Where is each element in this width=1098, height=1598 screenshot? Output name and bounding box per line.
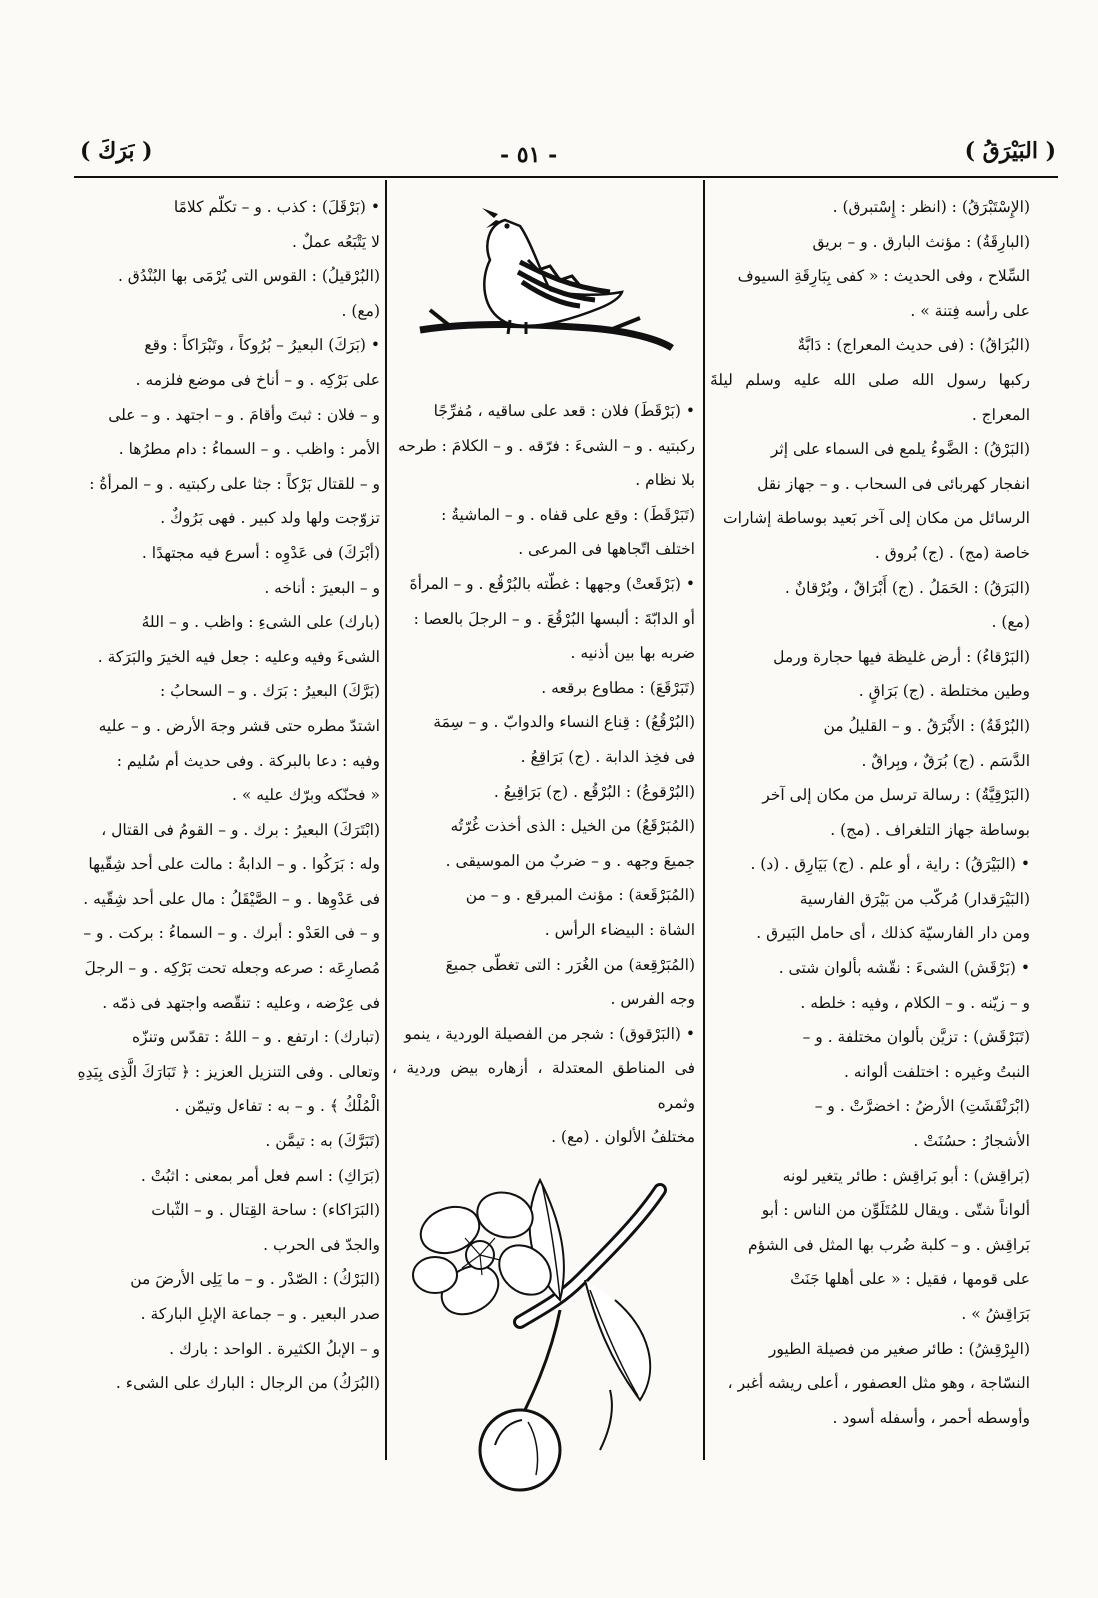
entry-line: • (بَرْقَطَ) فلان : قعد على ساقيه ، مُفرِّجًا <box>433 402 695 420</box>
entry-line: على قومها ، فقيل : « على أهلها جَنَتْ <box>790 1270 1030 1289</box>
entry-line: و – للقتال بَرْكاً : جثا على ركبتيه . و – المرأةُ : <box>89 474 380 493</box>
entry-line: (مع) . <box>341 301 380 320</box>
column-divider-left <box>385 180 387 1460</box>
entry-line: صدر البعير . و – جماعة الإبلِ الباركة . <box>140 1305 380 1323</box>
entry-line: الشاة : البيضاء الرأس . <box>544 920 695 939</box>
bird-icon <box>410 200 680 380</box>
entry-line: (البَرْكُ) : الصّدْر . و – ما يَلِى الأرضَ من <box>130 1270 380 1289</box>
entry-line: النسّاجة ، وهو مثل العصفور ، أعلى ريشه أغبر ، <box>727 1374 1030 1393</box>
entry-line: الشىءَ وفيه وعليه : جعل فيه الخيرَ والبَرَكة . <box>97 647 380 666</box>
entry-line: انفجار كهربائى فى السحاب . و – جهاز نقل <box>757 474 1030 493</box>
column-left <box>74 190 380 1401</box>
entry-line: (البُرَكُ) من الرجال : البارك على الشىء . <box>115 1374 380 1393</box>
entry-line: (بَرَاكِ) : اسم فعل أمر بمعنى : اثبُتْ . <box>140 1166 380 1185</box>
entry-line: (بَراقِش) : أبو بَراقِش : طائر يتغير لونه <box>782 1166 1030 1185</box>
entry-line: الرسائل من مكان إلى آخر بَعيد بوساطة إشارات <box>723 509 1030 528</box>
entry-line: وجه الفرس . <box>610 990 695 1009</box>
entry-line: (بَرَّكَ) البعيرُ : بَرَك . و – السحابُ : <box>160 682 380 701</box>
entry-line: (مع) . <box>991 613 1030 632</box>
entry-line: على بَرْكِه . و – أناخ فى موضع فلزمه . <box>135 370 380 389</box>
entry-line: وطين مختلطة . (ج) بَرَاقٍ . <box>858 682 1030 701</box>
entry-line: ضربه بها بين أذنيه . <box>570 644 695 663</box>
entry-line: (المُبَرْقَعة) : مؤنث المبرقع . و – من <box>465 886 695 905</box>
page-number: - ٥١ - <box>500 142 558 168</box>
entry-line: لا يَتْبَعُه عملٌ . <box>292 232 380 251</box>
entry-line: (تَبَرَّكَ) به : تيمَّن . <box>265 1132 380 1151</box>
entry-line: (أبْرَكَ) فى عَدْوِه : أسرع فيه مجتهدًا . <box>141 543 380 562</box>
entry-line: (تَبَرْقَش) : تزيَّن بألوان مختلفة . و – <box>802 1028 1030 1047</box>
column-right <box>710 190 1030 1435</box>
entry-line: اختلف اتّجاهها فى المرعى . <box>518 540 695 559</box>
entry-line: اشتدّ مطره حتى قشر وجهَ الأرض . و – عليه <box>98 716 380 735</box>
entry-line: فى عَدْوِها . و – الصَّيْقَلُ : مال على أحد شِقّيه . <box>83 889 380 908</box>
entry-line: (ابْتَرَكَ) البعيرُ : برك . و – القومُ فى القتال ، <box>101 820 380 839</box>
entry-line: بوساطة جهاز التلغراف . (مج) . <box>830 820 1030 839</box>
entry-line: وفيه : دعا بالبركة . وفى حديث أم سُليم : <box>116 751 380 770</box>
entry-line: (البَرَاكاء) : ساحة القِتال . و – الثّبات <box>151 1201 380 1220</box>
entry-line: تزوّجت ولها ولد كبير . فهى بَرُوكٌ . <box>160 509 380 528</box>
entry-line: (ابْرَنْقَشَتِ) الأرضُ : اخضرَّتْ . و – <box>814 1097 1030 1116</box>
entry-line: • (بَرَكَ) البعيرُ – بُرُوكاً ، وتَبْرَاكاً : وقع <box>144 336 380 355</box>
entry-line: (المُبَرْقَعُ) من الخيل : الذى أخذت غُرّتُه <box>450 817 695 836</box>
entry-line: (بارك) على الشىءِ : واظب . و – اللهُ <box>141 613 380 632</box>
entry-line: و – فى العَدْو : أبرك . و – السماءُ : بركت . و – <box>83 924 380 943</box>
entry-line: ركبتيه . و – الشىءَ : فرّقه . و – الكلامَ : طرحه <box>397 436 695 455</box>
header-rule <box>74 176 1058 178</box>
entry-line: الدَّسَم . (ج) بُرَقٌ ، وبِراقٌ . <box>861 751 1030 770</box>
running-head-left: ( بَرَكَ ) <box>80 138 153 164</box>
entry-line: وتعالى . وفى التنزيل العزيز : ﴿ تَبَارَكَ الَّذِى بِيَدِهِ <box>77 1062 380 1081</box>
entry-line: مختلفُ الألوان . (مع) . <box>551 1128 695 1147</box>
entry-line: بَراقِش . و – كلبة ضُرب بها المثل فى الشؤم <box>747 1235 1030 1254</box>
entry-line: (تَبَرْقَعَ) : مطاوع برقعه . <box>541 678 695 697</box>
entry-line: الْمُلْكُ ﴾ . و – به : تفاءل وتيمّن . <box>174 1097 380 1116</box>
entry-line: (الإِسْتَبْرَقُ) : (انظر : إِسْتبرق) . <box>832 198 1030 216</box>
entry-line: (البُرْقوعُ) : البُرْقُع . (ج) بَرَاقِيعُ . <box>493 782 695 801</box>
entry-line: (البَرْقُ) : الضَّوءُ يلمع فى السماء على إثر <box>770 440 1030 459</box>
entry-line: ركبها رسول الله صلى الله عليه وسلم ليلةَ المعراج . <box>710 370 1030 424</box>
column-divider-right <box>703 180 705 1460</box>
entry-line: ومن دار الفارسيّة كذلك ، أى حامل البَيرق . <box>756 924 1030 943</box>
entry-line: خاصة (مج) . (ج) بُروق . <box>874 543 1030 562</box>
entry-line: والجدّ فى الحرب . <box>263 1235 380 1254</box>
entry-line: (البَيْرَقدار) مُركّب من بَيْرَق الفارسية <box>799 889 1030 908</box>
entry-line: (البُرْقيلُ) : القوس التى يُرْمَى بها البُنْدُق . <box>117 267 380 286</box>
entry-line: (تبارك) : ارتفع . و – اللهُ : تقدّس وتنزّه <box>131 1028 380 1047</box>
entry-line: • (البَيْرَقُ) : راية ، أو علم . (ج) بَيَارِق . (د) . <box>750 855 1030 874</box>
entry-line: (البُرْقُعُ) : قِناع النساء والدوابّ . و – سِمَة <box>433 713 695 732</box>
entry-line: (البَرَقُ) : الحَمَلُ . (ج) أَبْرَاقٌ ، وبُرْقانٌ . <box>784 578 1030 597</box>
entry-line: (البُرَاقُ) : (فى حديث المعراج) : دَابَّةٌ <box>797 336 1030 355</box>
entry-line: الأشجارُ : حسُنَتْ . <box>913 1132 1030 1151</box>
entry-line: و – الإبلُ الكثيرة . الواحد : بارك . <box>169 1339 380 1358</box>
plum-blossom-icon <box>410 1160 690 1500</box>
entry-line: فى المناطق المعتدلة ، أزهاره بيض وردية ، وثمره <box>392 1059 695 1112</box>
entry-line: (البِرْقِشُ) : طائر صغير من فصيلة الطيور <box>768 1339 1030 1358</box>
entry-line: • (البَرْقوق) : شجر من الفصيلة الوردية ، ينمو <box>404 1024 695 1043</box>
column-middle <box>392 394 695 1155</box>
running-head-right: ( البَيْرَقُ ) <box>964 138 1056 164</box>
entry-line: فى عِرْضه ، وعليه : تنقّصه واجتهد فى ذمّه . <box>102 993 380 1012</box>
entry-line: « فحنّكه وبرّك عليه » . <box>232 786 380 805</box>
entry-line: • (بَرْقَش) الشىءَ : نقّشه بألوان شتى . <box>778 959 1030 978</box>
entry-line: جميعَ وجهه . و – ضربٌ من الموسيقى . <box>445 851 695 870</box>
entry-line: و – زيّنه . و – الكلام ، وفيه : خلطه . <box>800 993 1030 1012</box>
entry-line: بَرَاقِشُ » . <box>961 1305 1030 1323</box>
entry-line: (المُبَرْقِعة) من الغُرَر : التى تغطّى جميعَ <box>445 955 695 974</box>
entry-line: وأوسطه أحمر ، وأسفله أسود . <box>832 1408 1030 1427</box>
entry-line: السِّلاح ، وفى الحديث : « كفى بِبَارِقَةِ السيوف <box>737 267 1030 286</box>
entry-line: النبتُ وغيره : اختلفت ألوانه . <box>843 1062 1030 1081</box>
entry-line: على رأسه فِتنة » . <box>910 301 1030 320</box>
entry-line: (البَرْقاءُ) : أرض غليظة فيها حجارة ورمل <box>773 647 1030 666</box>
entry-line: بلا نظام . <box>635 471 695 490</box>
entry-line: الأمر : واظب . و – السماءُ : دام مطرُها . <box>118 440 380 459</box>
entry-line: و – فلان : ثبتَ وأقامَ . و – اجتهد . و – على <box>108 405 380 424</box>
entry-line: • (بَرْقَعتْ) وجهها : غطّته بالبُرْقُع . و – المرأةَ <box>409 574 695 593</box>
entry-line: مُصارِعَه : صرعه وجعله تحت بَرْكِه . و – الرجلَ <box>84 959 380 978</box>
entry-line: أو الدابّةَ : ألبسها البُرْقُعَ . و – الرجلَ بالعصا : <box>413 609 695 628</box>
entry-line: فى فخِذ الدابة . (ج) بَرَاقِعُ . <box>520 747 695 766</box>
entry-line: و – البعيرَ : أناخه . <box>264 578 380 597</box>
entry-line: (البارِقَةُ) : مؤنث البارق . و – بريق <box>812 232 1030 251</box>
entry-line: وله : بَرَكُوا . و – الدابةُ : مالت على أحد شِقّيها <box>88 855 380 874</box>
entry-line: (البُرْقَةُ) : الأَبْرَقُ . و – القليلُ من <box>823 716 1030 735</box>
entry-line: (البَرْقِيَّةُ) : رسالة ترسل من مكان إلى آخر <box>762 786 1030 805</box>
entry-line: (تَبَرْقَطَ) : وقع على قفاه . و – الماشيةُ : <box>441 505 695 524</box>
entry-line: • (بَرْقَلَ) : كذب . و – تكلّم كلامًا <box>173 198 380 216</box>
entry-line: ألواناً شتّى . ويقال للمُتَلَوِّن من الناس : أبو <box>761 1201 1030 1220</box>
